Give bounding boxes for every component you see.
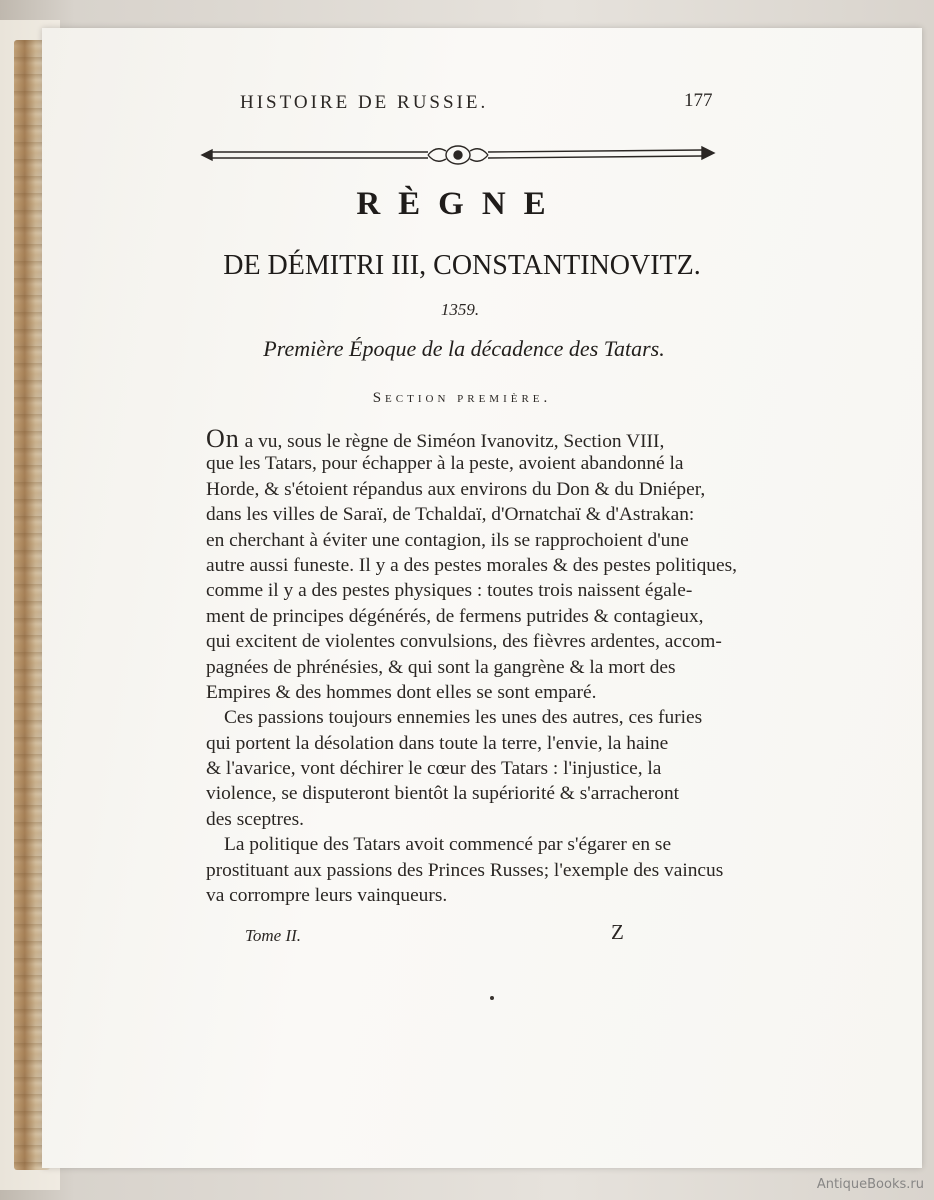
body-line: La politique des Tatars avoit commencé par s'égarer en se bbox=[224, 834, 672, 856]
body-line: violence, se disputeront bientôt la supériorité & s'arracheront bbox=[206, 783, 680, 805]
body-text bbox=[206, 426, 760, 908]
watermark: AntiqueBooks.ru bbox=[816, 1177, 924, 1192]
chapter-title: RÈGNE bbox=[356, 186, 564, 222]
header-ornament-rule bbox=[200, 138, 716, 170]
ink-speck bbox=[490, 996, 494, 1000]
page-number: 177 bbox=[684, 90, 713, 111]
body-line: autre aussi funeste. Il y a des pestes morales & des pestes politiques, bbox=[206, 554, 737, 576]
drop-cap: On bbox=[206, 424, 240, 453]
section-heading: Section première. bbox=[372, 390, 552, 406]
body-line: Horde, & s'étoient répandus aux environs du Don & du Dniéper, bbox=[206, 478, 706, 500]
chapter-subtitle: DE DÉMITRI III, CONSTANTINOVITZ. bbox=[223, 250, 701, 281]
body-line: qui excitent de violentes convulsions, des fièvres ardentes, accom- bbox=[206, 631, 722, 653]
body-line: comme il y a des pestes physiques : toutes trois naissent égale- bbox=[206, 580, 693, 602]
body-line: dans les villes de Saraï, de Tchaldaï, d'Ornatchaï & d'Astrakan: bbox=[206, 504, 695, 526]
body-line: ment de principes dégénérés, de fermens putrides & contagieux, bbox=[206, 605, 704, 627]
body-line: prostituant aux passions des Princes Russes; l'exemple des vaincus bbox=[206, 859, 724, 881]
epoch-heading: Première Époque de la décadence des Tatars. bbox=[263, 336, 665, 361]
body-line: Empires & des hommes dont elles se sont emparé. bbox=[206, 681, 597, 703]
running-title: HISTOIRE DE RUSSIE. bbox=[240, 92, 489, 113]
body-line: qui portent la désolation dans toute la terre, l'envie, la haine bbox=[206, 732, 669, 754]
body-line: pagnées de phrénésies, & qui sont la gangrène & la mort des bbox=[206, 656, 676, 678]
volume-footer: Tome II. bbox=[245, 926, 302, 945]
chapter-year: 1359. bbox=[440, 300, 480, 319]
body-line-rest: a vu, sous le règne de Siméon Ivanovitz, Section VIII, bbox=[239, 431, 665, 452]
body-line: des sceptres. bbox=[206, 808, 304, 830]
body-line: que les Tatars, pour échapper à la peste, avoient abandonné la bbox=[206, 453, 684, 475]
body-line: & l'avarice, vont déchirer le cœur des Tatars : l'injustice, la bbox=[206, 758, 662, 780]
body-line: va corrompre leurs vainqueurs. bbox=[206, 885, 448, 907]
signature-mark: Z bbox=[611, 920, 624, 944]
body-line: Ces passions toujours ennemies les unes des autres, ces furies bbox=[224, 707, 703, 729]
body-line: en cherchant à éviter une contagion, ils se rapprochoient d'une bbox=[206, 529, 689, 551]
body-line bbox=[206, 426, 760, 451]
